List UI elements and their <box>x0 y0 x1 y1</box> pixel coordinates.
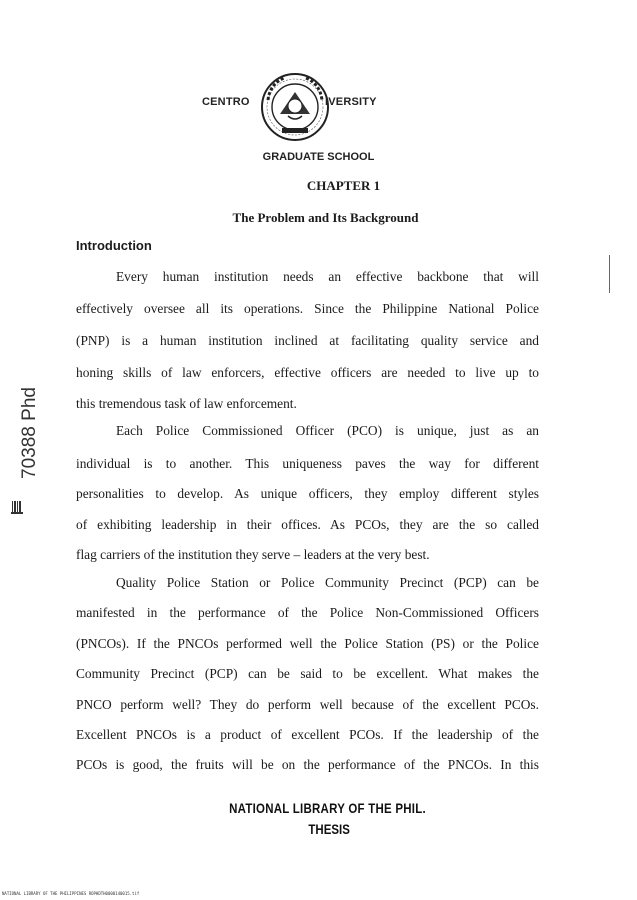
library-stamp-line1: NATIONAL LIBRARY OF THE PHIL. <box>229 800 426 816</box>
body-line: PCOs is good, the fruits will be on the performance of the PNCOs. In this <box>76 757 539 772</box>
chapter-number: CHAPTER 1 <box>306 178 381 193</box>
body-line: individual is to another. This uniqueness paves the way for different <box>76 456 539 471</box>
body-line: flag carriers of the institution they serve – leaders at the very best. <box>76 547 430 562</box>
body-line: (PNCOs). If the PNCOs performed well the Police Station (PS) or the Police <box>76 636 539 651</box>
library-stamp-line2: THESIS <box>308 821 350 837</box>
university-name-left: CENTRO <box>202 96 250 108</box>
body-line: of exhibiting leadership in their offices. As PCOs, they are the so called <box>76 517 539 532</box>
scan-edge-mark <box>609 255 610 293</box>
body-line: (PNP) is a human institution inclined at facilitating quality service and <box>76 333 539 348</box>
barcode-icon <box>11 500 23 515</box>
university-name-right: IVERSITY <box>325 96 377 108</box>
body-line: Every human institution needs an effective backbone that will <box>116 269 539 284</box>
body-line: manifested in the performance of the Police Non-Commissioned Officers <box>76 605 539 620</box>
body-line: honing skills of law enforcers, effective officers are needed to live up to <box>76 365 539 380</box>
body-line: Community Precinct (PCP) can be said to be excellent. What makes the <box>76 666 539 681</box>
university-seal-icon <box>258 70 332 144</box>
body-line: PNCO perform well? They do perform well because of the excellent PCOs. <box>76 697 539 712</box>
section-heading: Introduction <box>76 238 152 253</box>
body-line: Each Police Commissioned Officer (PCO) is unique, just as an <box>116 423 539 438</box>
scan-footer: NATIONAL LIBRARY OF THE PHILIPPINES ROPHDTH0000140015.tif <box>2 891 140 896</box>
body-line: this tremendous task of law enforcement. <box>76 396 297 411</box>
body-line: Excellent PNCOs is a product of excellent PCOs. If the leadership of the <box>76 727 539 742</box>
body-line: Quality Police Station or Police Community Precinct (PCP) can be <box>116 575 539 590</box>
call-number-text: 70388 Phd <box>19 387 40 479</box>
body-line: personalities to develop. As unique officers, they employ different styles <box>76 486 539 501</box>
margin-call-number <box>10 378 50 488</box>
chapter-title: The Problem and Its Background <box>232 210 419 225</box>
body-line: effectively oversee all its operations. Since the Philippine National Police <box>76 301 539 316</box>
school-name: GRADUATE SCHOOL <box>262 151 375 163</box>
